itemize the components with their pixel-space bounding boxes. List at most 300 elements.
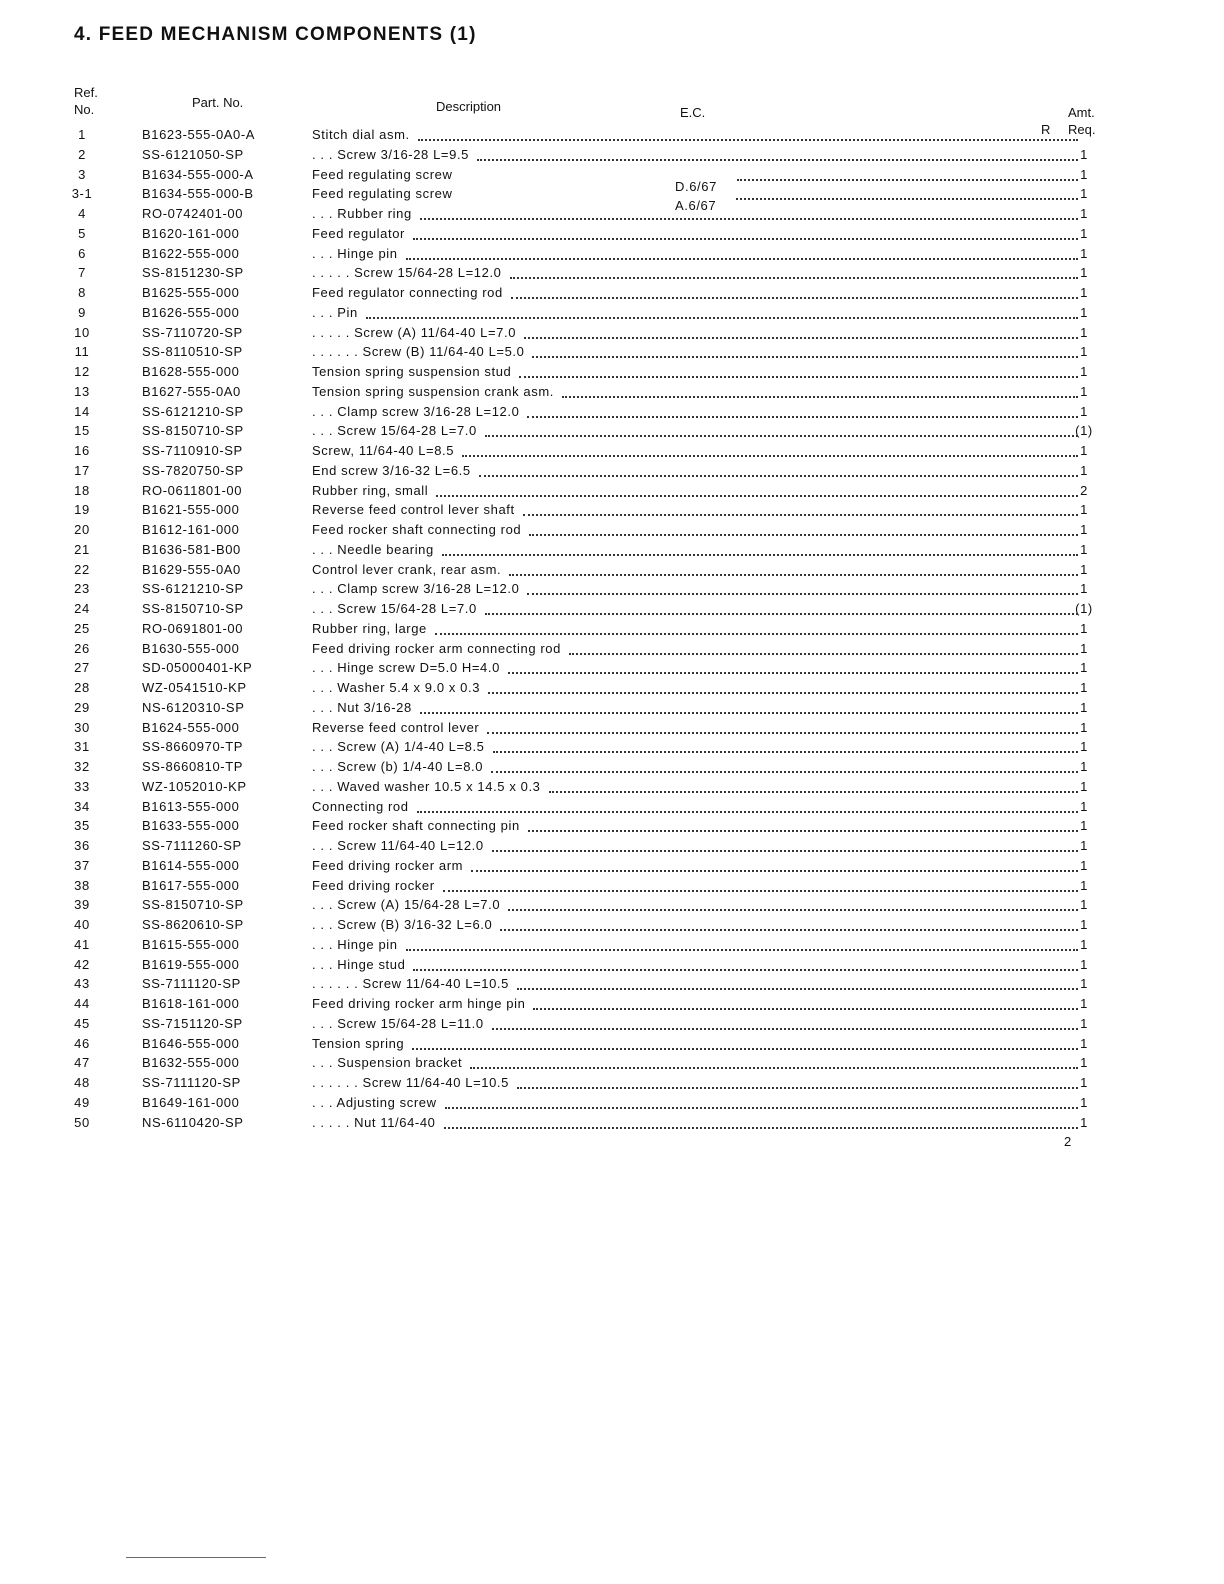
part-number: B1628-555-000 xyxy=(142,364,240,379)
ref-number: 28 xyxy=(74,680,90,695)
ref-number: 30 xyxy=(74,719,90,735)
dot-leader xyxy=(444,1127,1078,1129)
part-number: B1632-555-000 xyxy=(142,1055,240,1071)
amount-required: 1 xyxy=(1080,620,1088,636)
description: . . . Nut 3/16-28 xyxy=(312,699,412,715)
description: Feed driving rocker arm xyxy=(312,857,464,873)
header-ref-line2: No. xyxy=(74,102,95,117)
part-number: WZ-1052010-KP xyxy=(142,778,247,794)
description: Rubber ring, small xyxy=(312,482,429,498)
part-number: SS-8151230-SP xyxy=(142,265,244,281)
part-number: B1629-555-0A0 xyxy=(142,561,241,577)
description: . . . Rubber ring xyxy=(312,206,412,221)
amount-required: 1 xyxy=(1080,660,1088,676)
table-row xyxy=(0,639,1224,659)
ref-number: 6 xyxy=(78,245,86,261)
part-number: SS-6121050-SP xyxy=(142,146,244,162)
page-title: 4. FEED MECHANISM COMPONENTS (1) xyxy=(74,24,477,45)
ref-number: 29 xyxy=(74,699,90,715)
table-row xyxy=(0,303,1224,323)
footer-rule xyxy=(126,1557,266,1558)
description: . . . Hinge pin xyxy=(312,245,398,261)
part-number: SS-7110720-SP xyxy=(142,324,243,340)
amount-required: 1 xyxy=(1080,739,1088,755)
description: Tension spring suspension crank asm. xyxy=(312,383,554,399)
dot-leader xyxy=(511,297,1078,299)
amount-required: 1 xyxy=(1080,364,1088,379)
amount-required: 1 xyxy=(1080,778,1088,794)
dot-leader xyxy=(470,1067,1078,1069)
part-number: RO-0742401-00 xyxy=(142,206,244,221)
table-row xyxy=(0,698,1224,718)
dot-leader xyxy=(417,811,1078,813)
part-number: SS-8110510-SP xyxy=(142,344,243,360)
description: . . . Adjusting screw xyxy=(312,1094,437,1110)
ref-number: 9 xyxy=(78,304,86,320)
table-row xyxy=(0,342,1224,362)
dot-leader xyxy=(471,870,1078,872)
amount-required: (1) xyxy=(1075,601,1093,616)
amount-required: 1 xyxy=(1080,699,1088,715)
table-row xyxy=(0,1073,1224,1093)
description: . . . . . Screw (A) 11/64-40 L=7.0 xyxy=(312,324,517,340)
dot-leader xyxy=(508,909,1078,911)
dot-leader xyxy=(418,139,1078,141)
dot-leader xyxy=(477,159,1078,161)
description: . . . . . Nut 11/64-40 xyxy=(312,1114,436,1130)
ref-number: 4 xyxy=(78,206,86,221)
table-row xyxy=(0,599,1224,619)
dot-leader xyxy=(462,455,1078,457)
table-row xyxy=(0,777,1224,797)
ref-number: 41 xyxy=(74,936,90,952)
header-amt-line2: Req. xyxy=(1068,122,1096,137)
amount-required: 1 xyxy=(1080,1015,1088,1031)
part-number: B1612-161-000 xyxy=(142,522,240,537)
table-row xyxy=(0,757,1224,777)
table-row xyxy=(0,520,1224,540)
amount-required: 1 xyxy=(1080,344,1088,360)
table-row xyxy=(0,619,1224,639)
description: Connecting rod xyxy=(312,798,409,814)
dot-leader xyxy=(487,732,1078,734)
trailing-amount: 2 xyxy=(1064,1134,1072,1149)
ref-number: 26 xyxy=(74,640,90,656)
description: . . . Clamp screw 3/16-28 L=12.0 xyxy=(312,403,520,419)
description: . . . . . . Screw 11/64-40 L=10.5 xyxy=(312,976,509,992)
amount-required: 1 xyxy=(1080,324,1088,340)
description: End screw 3/16-32 L=6.5 xyxy=(312,462,471,478)
table-row xyxy=(0,816,1224,836)
part-number: B1630-555-000 xyxy=(142,640,240,656)
description: Feed rocker shaft connecting rod xyxy=(312,522,522,537)
description: Feed rocker shaft connecting pin xyxy=(312,818,520,834)
header-ec: E.C. xyxy=(680,105,706,120)
part-number: B1623-555-0A0-A xyxy=(142,127,256,142)
amount-required: 1 xyxy=(1080,285,1088,300)
ref-number: 39 xyxy=(74,897,90,913)
description: Reverse feed control lever xyxy=(312,719,480,735)
amount-required: 1 xyxy=(1080,383,1088,399)
dot-leader xyxy=(406,949,1078,951)
part-number: B1622-555-000 xyxy=(142,245,240,261)
ref-number: 3-1 xyxy=(71,186,93,202)
table-row xyxy=(0,204,1224,224)
amount-required: 1 xyxy=(1080,1075,1088,1090)
ref-number: 50 xyxy=(74,1114,90,1130)
part-number: SS-7111260-SP xyxy=(142,838,242,853)
ref-number: 15 xyxy=(74,423,90,439)
dot-leader xyxy=(492,1028,1078,1030)
amount-required: 1 xyxy=(1080,1035,1088,1051)
amount-required: 1 xyxy=(1080,265,1088,281)
ref-number: 33 xyxy=(74,778,90,794)
ref-number: 43 xyxy=(74,976,90,992)
description: Rubber ring, large xyxy=(312,620,427,636)
amount-required: 1 xyxy=(1080,502,1088,518)
amount-required: 1 xyxy=(1080,225,1088,241)
ref-number: 16 xyxy=(74,443,90,458)
ref-number: 24 xyxy=(74,601,90,616)
ref-number: 37 xyxy=(74,857,90,873)
table-row xyxy=(0,1034,1224,1054)
amount-required: (1) xyxy=(1075,423,1093,439)
ref-number: 22 xyxy=(74,561,90,577)
part-number: SS-7111120-SP xyxy=(142,1075,241,1090)
part-number: B1617-555-000 xyxy=(142,877,240,893)
part-number: B1634-555-000-A xyxy=(142,166,254,182)
dot-leader xyxy=(420,712,1078,714)
ref-number: 11 xyxy=(74,344,90,360)
description: Feed regulator connecting rod xyxy=(312,285,503,300)
dot-leader xyxy=(523,514,1078,516)
table-row xyxy=(0,915,1224,935)
dot-leader xyxy=(493,751,1078,753)
amount-required: 1 xyxy=(1080,443,1088,458)
part-number: B1615-555-000 xyxy=(142,936,240,952)
table-row xyxy=(0,876,1224,896)
ref-number: 12 xyxy=(74,364,90,379)
ref-number: 19 xyxy=(74,502,90,518)
dot-leader xyxy=(510,277,1078,279)
dot-leader xyxy=(736,198,1078,200)
ref-number: 45 xyxy=(74,1015,90,1031)
amount-required: 1 xyxy=(1080,798,1088,814)
dot-leader xyxy=(508,672,1078,674)
description: Feed driving rocker xyxy=(312,877,435,893)
amount-required: 1 xyxy=(1080,640,1088,656)
part-number: NS-6110420-SP xyxy=(142,1114,244,1130)
part-number: SS-8660970-TP xyxy=(142,739,244,755)
header-r: R xyxy=(1041,122,1051,137)
dot-leader xyxy=(406,258,1078,260)
ref-number: 46 xyxy=(74,1035,90,1051)
dot-leader xyxy=(549,791,1078,793)
ref-number: 44 xyxy=(74,996,90,1011)
dot-leader xyxy=(436,495,1078,497)
description: . . . Hinge stud xyxy=(312,956,406,972)
description: . . . Suspension bracket xyxy=(312,1055,463,1071)
part-number: SS-7820750-SP xyxy=(142,462,244,478)
ref-number: 49 xyxy=(74,1094,90,1110)
description: . . . Screw (A) 15/64-28 L=7.0 xyxy=(312,897,501,913)
description: . . . . . . Screw 11/64-40 L=10.5 xyxy=(312,1075,509,1090)
description: Tension spring suspension stud xyxy=(312,364,512,379)
dot-leader xyxy=(532,356,1078,358)
ref-number: 13 xyxy=(74,383,90,399)
ref-number: 18 xyxy=(74,482,90,498)
description: Feed driving rocker arm connecting rod xyxy=(312,640,561,656)
part-number: B1624-555-000 xyxy=(142,719,240,735)
dot-leader xyxy=(435,633,1078,635)
amount-required: 1 xyxy=(1080,541,1088,557)
dot-leader xyxy=(517,988,1078,990)
part-number: SS-6121210-SP xyxy=(142,403,244,419)
part-number: B1626-555-000 xyxy=(142,304,240,320)
part-number: B1621-555-000 xyxy=(142,502,240,518)
amount-required: 1 xyxy=(1080,245,1088,261)
amount-required: 1 xyxy=(1080,996,1088,1011)
table-row xyxy=(0,994,1224,1014)
ref-number: 10 xyxy=(74,324,90,340)
dot-leader xyxy=(527,416,1078,418)
table-row xyxy=(0,658,1224,678)
amount-required: 1 xyxy=(1080,186,1088,202)
description: Feed regulator xyxy=(312,225,405,241)
table-row xyxy=(0,382,1224,402)
part-number: RO-0611801-00 xyxy=(142,482,243,498)
dot-leader xyxy=(562,396,1078,398)
amount-required: 1 xyxy=(1080,1055,1088,1071)
table-row xyxy=(0,500,1224,520)
part-number: RO-0691801-00 xyxy=(142,620,244,636)
table-row xyxy=(0,678,1224,698)
amount-required: 1 xyxy=(1080,206,1088,221)
header-part-no: Part. No. xyxy=(192,95,244,110)
amount-required: 1 xyxy=(1080,561,1088,577)
dot-leader xyxy=(519,376,1078,378)
description: Reverse feed control lever shaft xyxy=(312,502,515,518)
dot-leader xyxy=(524,337,1078,339)
part-number: NS-6120310-SP xyxy=(142,699,245,715)
amount-required: 1 xyxy=(1080,917,1088,932)
part-number: SS-8150710-SP xyxy=(142,897,244,913)
amount-required: 1 xyxy=(1080,976,1088,992)
dot-leader xyxy=(492,850,1078,852)
description: . . . Screw (B) 3/16-32 L=6.0 xyxy=(312,917,493,932)
dot-leader xyxy=(366,317,1078,319)
table-row xyxy=(0,579,1224,599)
amount-required: 1 xyxy=(1080,897,1088,913)
description: . . . Waved washer 10.5 x 14.5 x 0.3 xyxy=(312,778,541,794)
part-number: SS-7151120-SP xyxy=(142,1015,243,1031)
amount-required: 1 xyxy=(1080,166,1088,182)
description: . . . Screw 3/16-28 L=9.5 xyxy=(312,146,469,162)
dot-leader xyxy=(533,1008,1078,1010)
description: . . . Hinge pin xyxy=(312,936,398,952)
parts-list xyxy=(0,125,1224,1132)
dot-leader xyxy=(442,554,1078,556)
header-description: Description xyxy=(436,99,502,114)
table-row xyxy=(0,421,1224,441)
part-number: WZ-0541510-KP xyxy=(142,680,247,695)
ref-number: 35 xyxy=(74,818,90,834)
ref-number: 14 xyxy=(74,403,90,419)
ref-number: 27 xyxy=(74,660,90,676)
dot-leader xyxy=(420,218,1078,220)
description: Feed regulating screw xyxy=(312,166,453,182)
description: Feed driving rocker arm hinge pin xyxy=(312,996,526,1011)
part-number: B1618-161-000 xyxy=(142,996,240,1011)
header-ref-no xyxy=(74,84,98,118)
amount-required: 1 xyxy=(1080,956,1088,972)
part-number: SD-05000401-KP xyxy=(142,660,253,676)
table-row xyxy=(0,145,1224,165)
part-number: SS-8660810-TP xyxy=(142,759,244,774)
ref-number: 42 xyxy=(74,956,90,972)
amount-required: 1 xyxy=(1080,680,1088,695)
table-row xyxy=(0,461,1224,481)
amount-required: 2 xyxy=(1080,482,1088,498)
dot-leader xyxy=(488,692,1078,694)
description: . . . Screw 15/64-28 L=7.0 xyxy=(312,423,477,439)
table-row xyxy=(0,935,1224,955)
table-row xyxy=(0,955,1224,975)
header-amt-line1: Amt. xyxy=(1068,105,1095,120)
table-row xyxy=(0,283,1224,303)
description: Screw, 11/64-40 L=8.5 xyxy=(312,443,455,458)
ref-number: 31 xyxy=(74,739,90,755)
description: Feed regulating screw xyxy=(312,186,453,202)
amount-required: 1 xyxy=(1080,581,1088,597)
ref-number: 25 xyxy=(74,620,90,636)
part-number: SS-7111120-SP xyxy=(142,976,241,992)
part-number: SS-6121210-SP xyxy=(142,581,244,597)
ref-number: 20 xyxy=(74,522,90,537)
table-row xyxy=(0,540,1224,560)
table-row xyxy=(0,836,1224,856)
dot-leader xyxy=(491,771,1078,773)
ref-number: 34 xyxy=(74,798,90,814)
table-row xyxy=(0,481,1224,501)
description: . . . Hinge screw D=5.0 H=4.0 xyxy=(312,660,500,676)
description: . . . Screw (b) 1/4-40 L=8.0 xyxy=(312,759,484,774)
part-number: B1636-581-B00 xyxy=(142,541,241,557)
table-row xyxy=(0,323,1224,343)
table-row xyxy=(0,263,1224,283)
description: Control lever crank, rear asm. xyxy=(312,561,502,577)
table-row xyxy=(0,402,1224,422)
part-number: B1649-161-000 xyxy=(142,1094,240,1110)
engineering-change: A.6/67 xyxy=(675,198,717,214)
description: . . . Screw 15/64-28 L=11.0 xyxy=(312,1015,484,1031)
table-row xyxy=(0,718,1224,738)
amount-required: 1 xyxy=(1080,1114,1088,1130)
amount-required: 1 xyxy=(1080,146,1088,162)
table-row xyxy=(0,737,1224,757)
amount-required: 1 xyxy=(1080,1094,1088,1110)
description: . . . Screw 11/64-40 L=12.0 xyxy=(312,838,484,853)
table-row xyxy=(0,974,1224,994)
amount-required: 1 xyxy=(1080,857,1088,873)
part-number: B1625-555-000 xyxy=(142,285,240,300)
dot-leader xyxy=(413,969,1078,971)
dot-leader xyxy=(500,929,1078,931)
description: . . . Screw 15/64-28 L=7.0 xyxy=(312,601,477,616)
table-row xyxy=(0,1113,1224,1133)
header-ref-line1: Ref. xyxy=(74,85,98,100)
part-number: SS-8620610-SP xyxy=(142,917,244,932)
ref-number: 7 xyxy=(78,265,86,281)
dot-leader xyxy=(737,179,1078,181)
dot-leader xyxy=(413,238,1078,240)
description: . . . Pin xyxy=(312,304,358,320)
amount-required: 1 xyxy=(1080,818,1088,834)
dot-leader xyxy=(569,653,1078,655)
ref-number: 36 xyxy=(74,838,90,853)
table-row xyxy=(0,560,1224,580)
ref-number: 1 xyxy=(78,127,86,142)
dot-leader xyxy=(485,435,1078,437)
dot-leader xyxy=(528,830,1078,832)
amount-required: 1 xyxy=(1080,403,1088,419)
table-row xyxy=(0,1014,1224,1034)
description: Stitch dial asm. xyxy=(312,127,410,142)
table-row xyxy=(0,125,1224,145)
ref-number: 38 xyxy=(74,877,90,893)
dot-leader xyxy=(485,613,1078,615)
part-number: B1634-555-000-B xyxy=(142,186,254,202)
description: . . . Screw (A) 1/4-40 L=8.5 xyxy=(312,739,485,755)
dot-leader xyxy=(527,593,1078,595)
table-row xyxy=(0,224,1224,244)
description: . . . Washer 5.4 x 9.0 x 0.3 xyxy=(312,680,481,695)
dot-leader xyxy=(517,1087,1078,1089)
amount-required: 1 xyxy=(1080,877,1088,893)
ref-number: 48 xyxy=(74,1075,90,1090)
part-number: B1614-555-000 xyxy=(142,857,240,873)
table-row xyxy=(0,441,1224,461)
ref-number: 21 xyxy=(74,541,90,557)
dot-leader xyxy=(443,890,1078,892)
part-number: B1633-555-000 xyxy=(142,818,240,834)
part-number: B1619-555-000 xyxy=(142,956,240,972)
amount-required: 1 xyxy=(1080,719,1088,735)
table-row xyxy=(0,362,1224,382)
amount-required: 1 xyxy=(1080,759,1088,774)
table-row xyxy=(0,244,1224,264)
amount-required: 1 xyxy=(1080,936,1088,952)
dot-leader xyxy=(529,534,1078,536)
dot-leader xyxy=(479,475,1078,477)
part-number: SS-8150710-SP xyxy=(142,423,244,439)
part-number: B1620-161-000 xyxy=(142,225,240,241)
amount-required: 1 xyxy=(1080,838,1088,853)
description: . . . Needle bearing xyxy=(312,541,434,557)
ref-number: 40 xyxy=(74,917,90,932)
ref-number: 17 xyxy=(74,462,90,478)
table-row xyxy=(0,895,1224,915)
part-number: B1627-555-0A0 xyxy=(142,383,241,399)
ref-number: 3 xyxy=(78,166,86,182)
part-number: B1646-555-000 xyxy=(142,1035,240,1051)
ref-number: 47 xyxy=(74,1055,90,1071)
description: . . . . . . Screw (B) 11/64-40 L=5.0 xyxy=(312,344,525,360)
table-row xyxy=(0,1093,1224,1113)
table-row xyxy=(0,1053,1224,1073)
ref-number: 8 xyxy=(78,285,86,300)
ref-number: 32 xyxy=(74,759,90,774)
